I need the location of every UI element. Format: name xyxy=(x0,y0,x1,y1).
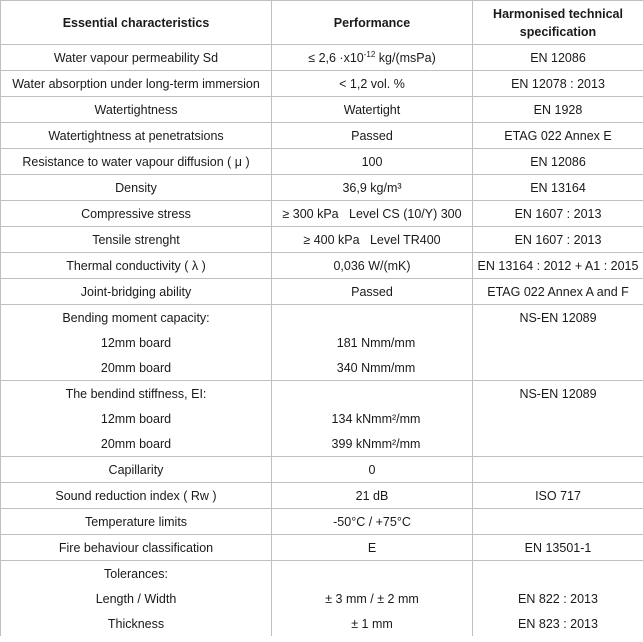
cell-characteristic: Thermal conductivity ( λ ) xyxy=(1,253,272,279)
cell-specification xyxy=(473,457,643,483)
cell-characteristic: Compressive stress xyxy=(1,201,272,227)
cell-characteristic: Bending moment capacity: xyxy=(1,305,272,331)
table-row xyxy=(1,123,643,149)
header-specification: Harmonised technical specification xyxy=(473,1,643,45)
cell-performance: 36,9 kg/m³ xyxy=(272,175,473,201)
cell-characteristic: Capillarity xyxy=(1,457,272,483)
cell-specification: EN 1607 : 2013 xyxy=(473,201,643,227)
cell-characteristic: Fire behaviour classification xyxy=(1,535,272,561)
cell-characteristic: Tolerances: xyxy=(1,561,272,587)
table-row xyxy=(1,611,643,636)
cell-performance xyxy=(272,381,473,407)
cell-specification: EN 1928 xyxy=(473,97,643,123)
cell-performance: ≥ 300 kPa Level CS (10/Y) 300 xyxy=(272,201,473,227)
cell-performance: 0 xyxy=(272,457,473,483)
cell-performance xyxy=(272,305,473,331)
cell-characteristic: Temperature limits xyxy=(1,509,272,535)
cell-specification: EN 12078 : 2013 xyxy=(473,71,643,97)
cell-specification: EN 1607 : 2013 xyxy=(473,227,643,253)
cell-performance: ≤ $2,6 \cdot x10^{-12}$ kg/(msPa) xyxy=(272,45,473,71)
cell-specification: EN 13164 : 2012 + A1 : 2015 xyxy=(473,253,643,279)
cell-performance: 134 kNmm²/mm xyxy=(272,406,473,431)
cell-performance: -50°C / +75°C xyxy=(272,509,473,535)
cell-characteristic: Joint-bridging ability xyxy=(1,279,272,305)
cell-characteristic: 12mm board xyxy=(1,330,272,355)
table-row xyxy=(1,355,643,381)
cell-performance: Watertight xyxy=(272,97,473,123)
table-row xyxy=(1,381,643,407)
cell-specification xyxy=(473,509,643,535)
table-row xyxy=(1,175,643,201)
cell-performance: < 1,2 vol. % xyxy=(272,71,473,97)
table-row xyxy=(1,201,643,227)
table-row xyxy=(1,561,643,587)
table-row xyxy=(1,149,643,175)
table-row xyxy=(1,406,643,431)
header-performance: Performance xyxy=(272,1,473,45)
cell-performance: 399 kNmm²/mm xyxy=(272,431,473,457)
cell-characteristic: Water vapour permeability Sd xyxy=(1,45,272,71)
table-row xyxy=(1,483,643,509)
cell-characteristic: 20mm board xyxy=(1,355,272,381)
cell-specification: NS-EN 12089 xyxy=(473,305,643,331)
cell-characteristic: Resistance to water vapour diffusion ( μ ) xyxy=(1,149,272,175)
cell-specification xyxy=(473,431,643,457)
cell-specification: EN 12086 xyxy=(473,45,643,71)
cell-specification: ETAG 022 Annex A and F xyxy=(473,279,643,305)
cell-specification xyxy=(473,330,643,355)
cell-specification xyxy=(473,355,643,381)
cell-characteristic: Sound reduction index ( Rw ) xyxy=(1,483,272,509)
cell-characteristic: The bendind stiffness, EI: xyxy=(1,381,272,407)
cell-characteristic: Watertightness xyxy=(1,97,272,123)
cell-performance: ≥ 400 kPa Level TR400 xyxy=(272,227,473,253)
table-row xyxy=(1,431,643,457)
cell-characteristic: Water absorption under long-term immersion xyxy=(1,71,272,97)
cell-specification xyxy=(473,406,643,431)
cell-specification xyxy=(473,561,643,587)
table-row xyxy=(1,586,643,611)
cell-characteristic: Watertightness at penetratsions xyxy=(1,123,272,149)
table-row xyxy=(1,330,643,355)
table-row xyxy=(1,457,643,483)
table-row xyxy=(1,45,643,71)
table-row xyxy=(1,97,643,123)
cell-specification: ETAG 022 Annex E xyxy=(473,123,643,149)
cell-performance: E xyxy=(272,535,473,561)
cell-performance: ± 1 mm xyxy=(272,611,473,636)
table-row xyxy=(1,227,643,253)
cell-characteristic: Tensile strenght xyxy=(1,227,272,253)
cell-specification: NS-EN 12089 xyxy=(473,381,643,407)
table-row xyxy=(1,535,643,561)
cell-specification: EN 13164 xyxy=(473,175,643,201)
cell-performance xyxy=(272,561,473,587)
cell-performance: 181 Nmm/mm xyxy=(272,330,473,355)
table-row xyxy=(1,509,643,535)
cell-performance: 0,036 W/(mK) xyxy=(272,253,473,279)
cell-performance: 340 Nmm/mm xyxy=(272,355,473,381)
cell-characteristic: Thickness xyxy=(1,611,272,636)
cell-characteristic: Length / Width xyxy=(1,586,272,611)
cell-characteristic: Density xyxy=(1,175,272,201)
header-characteristics: Essential characteristics xyxy=(1,1,272,45)
cell-characteristic: 12mm board xyxy=(1,406,272,431)
cell-performance: 100 xyxy=(272,149,473,175)
table-row xyxy=(1,305,643,331)
cell-performance: Passed xyxy=(272,279,473,305)
cell-performance: ± 3 mm / ± 2 mm xyxy=(272,586,473,611)
cell-specification: EN 822 : 2013 xyxy=(473,586,643,611)
header-row xyxy=(1,1,643,45)
cell-specification: EN 12086 xyxy=(473,149,643,175)
cell-characteristic: 20mm board xyxy=(1,431,272,457)
table-row xyxy=(1,253,643,279)
cell-performance: 21 dB xyxy=(272,483,473,509)
cell-specification: EN 823 : 2013 xyxy=(473,611,643,636)
cell-specification: EN 13501-1 xyxy=(473,535,643,561)
cell-performance: Passed xyxy=(272,123,473,149)
table-row xyxy=(1,71,643,97)
cell-specification: ISO 717 xyxy=(473,483,643,509)
table-row xyxy=(1,279,643,305)
